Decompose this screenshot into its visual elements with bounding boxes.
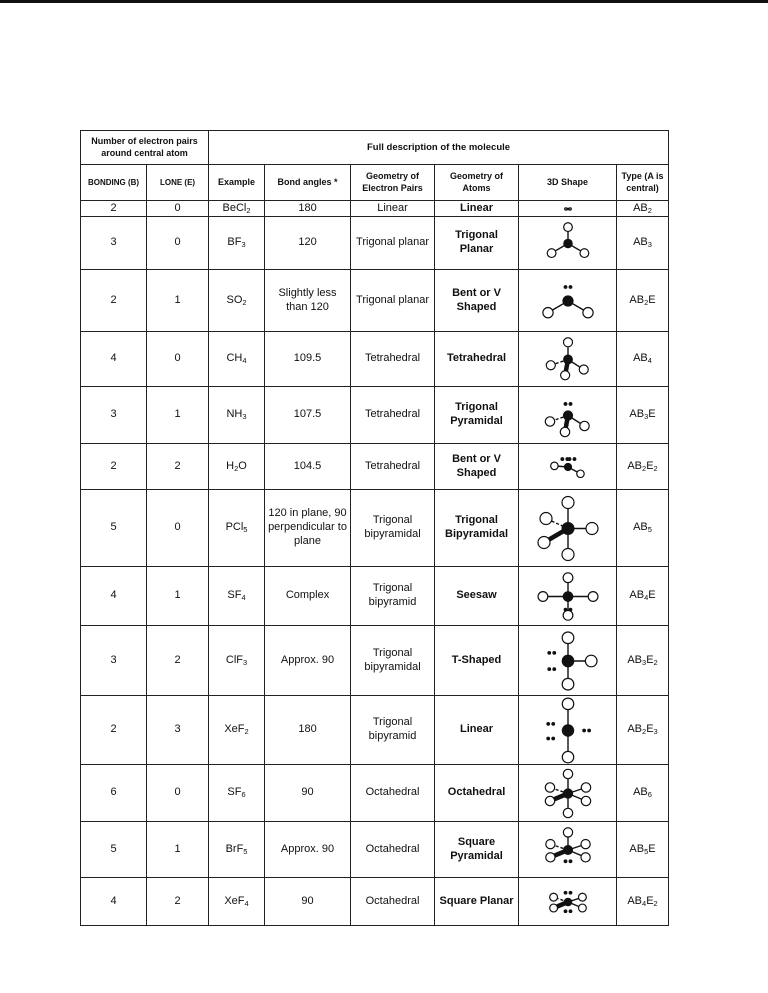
vsepr-type: $AB_4E_2$ (617, 878, 669, 926)
bonding-count: 2 (81, 696, 147, 765)
bond-angle: 90 (265, 878, 351, 926)
bonding-count: 5 (81, 490, 147, 567)
bond-angle: 109.5 (265, 332, 351, 387)
header-lone: LONE (E) (147, 165, 209, 201)
vsepr-type: $AB_2$ (617, 201, 669, 217)
bond-angle: Complex (265, 567, 351, 626)
shape-3d (519, 217, 617, 270)
bond-angle: 120 (265, 217, 351, 270)
vsepr-type: $AB_4$ (617, 332, 669, 387)
table-row (81, 444, 669, 490)
shape-3d (519, 201, 617, 217)
lone-count: 0 (147, 765, 209, 822)
lone-count: 3 (147, 696, 209, 765)
vsepr-type: $AB_2E_2$ (617, 444, 669, 490)
electron-pair-geometry: Octahedral (351, 765, 435, 822)
bonding-count: 3 (81, 387, 147, 444)
header-row-2 (81, 165, 669, 201)
lone-count: 0 (147, 217, 209, 270)
electron-pair-geometry: Trigonal bipyramidal (351, 490, 435, 567)
example-formula: $H_2O$ (209, 444, 265, 490)
square-planar-icon (520, 879, 616, 925)
electron-pair-geometry: Trigonal planar (351, 217, 435, 270)
table-row (81, 201, 669, 217)
atom-geometry: Bent or V Shaped (435, 270, 519, 332)
bonding-count: 5 (81, 822, 147, 878)
linear-5-icon (520, 697, 616, 764)
header-type: Type (A is central) (617, 165, 669, 201)
header-bond-angles: Bond angles * (265, 165, 351, 201)
electron-pair-geometry: Octahedral (351, 822, 435, 878)
bonding-count: 4 (81, 332, 147, 387)
table-row (81, 822, 669, 878)
lone-count: 2 (147, 878, 209, 926)
example-formula: $NH_3$ (209, 387, 265, 444)
tetrahedral-icon (520, 333, 616, 386)
atom-geometry: Trigonal Bipyramidal (435, 490, 519, 567)
atom-geometry: Linear (435, 201, 519, 217)
scan-top-edge (0, 0, 768, 3)
shape-3d (519, 490, 617, 567)
example-formula: $CH_4$ (209, 332, 265, 387)
bonding-count: 4 (81, 878, 147, 926)
example-formula: $SO_2$ (209, 270, 265, 332)
electron-pair-geometry: Trigonal bipyramidal (351, 626, 435, 696)
lone-count: 1 (147, 387, 209, 444)
vsepr-table (80, 130, 669, 926)
header-bonding: BONDING (B) (81, 165, 147, 201)
atom-geometry: Seesaw (435, 567, 519, 626)
electron-pair-geometry: Trigonal bipyramid (351, 567, 435, 626)
shape-3d (519, 332, 617, 387)
electron-pair-geometry: Tetrahedral (351, 387, 435, 444)
example-formula: $SF_6$ (209, 765, 265, 822)
electron-pair-geometry: Octahedral (351, 878, 435, 926)
atom-geometry: Tetrahedral (435, 332, 519, 387)
lone-count: 0 (147, 201, 209, 217)
shape-3d (519, 567, 617, 626)
shape-3d (519, 696, 617, 765)
header-full-description: Full description of the molecule (209, 131, 669, 165)
header-3d-shape: 3D Shape (519, 165, 617, 201)
electron-pair-geometry: Trigonal planar (351, 270, 435, 332)
lone-count: 1 (147, 567, 209, 626)
bond-angle: 180 (265, 201, 351, 217)
trigonal-bipyramidal-icon (520, 491, 616, 566)
atom-geometry: Trigonal Pyramidal (435, 387, 519, 444)
table-row (81, 878, 669, 926)
bonding-count: 6 (81, 765, 147, 822)
shape-3d (519, 270, 617, 332)
lone-count: 2 (147, 444, 209, 490)
vsepr-type: $AB_4E$ (617, 567, 669, 626)
table-row (81, 567, 669, 626)
header-example: Example (209, 165, 265, 201)
bent-trigonal-icon (520, 271, 616, 331)
table-row (81, 490, 669, 567)
shape-3d (519, 765, 617, 822)
lone-count: 0 (147, 332, 209, 387)
electron-pair-geometry: Tetrahedral (351, 332, 435, 387)
trigonal-planar-icon (520, 218, 616, 269)
header-pairs-group: Number of electron pairs around central atom (81, 131, 209, 165)
bond-angle: 107.5 (265, 387, 351, 444)
bond-angle: 104.5 (265, 444, 351, 490)
t-shaped-icon (520, 627, 616, 695)
bond-angle: 180 (265, 696, 351, 765)
example-formula: XeF$_2$ (209, 696, 265, 765)
vsepr-type: $AB_3$ (617, 217, 669, 270)
shape-3d (519, 444, 617, 490)
example-formula: BeCl$_2$ (209, 201, 265, 217)
bonding-count: 3 (81, 217, 147, 270)
table-row (81, 217, 669, 270)
bond-angle: Slightly less than 120 (265, 270, 351, 332)
table-row (81, 765, 669, 822)
bonding-count: 2 (81, 444, 147, 490)
atom-geometry: Bent or V Shaped (435, 444, 519, 490)
vsepr-type: $AB_3E$ (617, 387, 669, 444)
atom-geometry: Octahedral (435, 765, 519, 822)
seesaw-icon (520, 568, 616, 625)
bent-tetrahedral-icon (520, 445, 616, 489)
trigonal-pyramidal-icon (520, 388, 616, 443)
vsepr-type: $AB_5E$ (617, 822, 669, 878)
electron-pair-geometry: Linear (351, 201, 435, 217)
atom-geometry: Linear (435, 696, 519, 765)
atom-geometry: Trigonal Planar (435, 217, 519, 270)
square-pyramidal-icon (520, 823, 616, 877)
bond-angle: 120 in plane, 90 perpendicular to plane (265, 490, 351, 567)
lone-count: 1 (147, 822, 209, 878)
table-row (81, 270, 669, 332)
bonding-count: 2 (81, 201, 147, 217)
atom-geometry: Square Pyramidal (435, 822, 519, 878)
shape-3d (519, 822, 617, 878)
example-formula: XeF$_4$ (209, 878, 265, 926)
example-formula: $BF_3$ (209, 217, 265, 270)
bond-angle: Approx. 90 (265, 822, 351, 878)
shape-3d (519, 626, 617, 696)
linear-2-icon (520, 202, 616, 216)
example-formula: ClF$_3$ (209, 626, 265, 696)
example-formula: PCl$_5$ (209, 490, 265, 567)
vsepr-type: $AB_2E$ (617, 270, 669, 332)
atom-geometry: T-Shaped (435, 626, 519, 696)
example-formula: $SF_4$ (209, 567, 265, 626)
bond-angle: Approx. 90 (265, 626, 351, 696)
vsepr-type: $AB_5$ (617, 490, 669, 567)
bond-angle: 90 (265, 765, 351, 822)
table-row (81, 626, 669, 696)
example-formula: BrF$_5$ (209, 822, 265, 878)
bonding-count: 2 (81, 270, 147, 332)
electron-pair-geometry: Tetrahedral (351, 444, 435, 490)
bonding-count: 4 (81, 567, 147, 626)
header-geometry-pairs: Geometry of Electron Pairs (351, 165, 435, 201)
lone-count: 0 (147, 490, 209, 567)
atom-geometry: Square Planar (435, 878, 519, 926)
lone-count: 2 (147, 626, 209, 696)
vsepr-type: $AB_2E_3$ (617, 696, 669, 765)
table-row (81, 332, 669, 387)
electron-pair-geometry: Trigonal bipyramid (351, 696, 435, 765)
lone-count: 1 (147, 270, 209, 332)
table-row (81, 696, 669, 765)
vsepr-type: $AB_6$ (617, 765, 669, 822)
shape-3d (519, 387, 617, 444)
bonding-count: 3 (81, 626, 147, 696)
header-geometry-atoms: Geometry of Atoms (435, 165, 519, 201)
vsepr-type: $AB_3E_2$ (617, 626, 669, 696)
header-row-1 (81, 131, 669, 165)
table-row (81, 387, 669, 444)
octahedral-icon (520, 766, 616, 821)
shape-3d (519, 878, 617, 926)
